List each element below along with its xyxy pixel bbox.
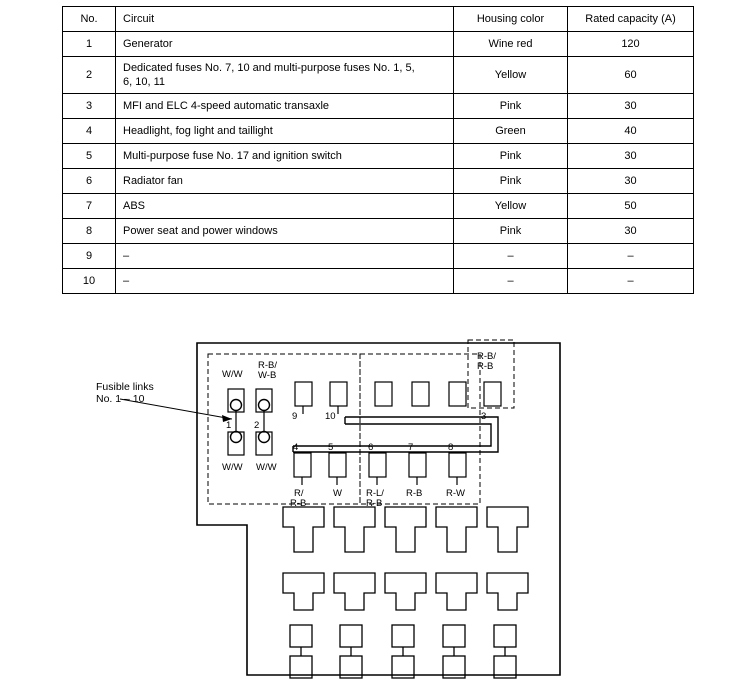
fusible-link-1-upper-loop <box>231 400 242 411</box>
fusible-link-number-9: 9 <box>292 411 298 422</box>
cell-no: 4 <box>63 119 116 144</box>
fusible-link-terminal-3 <box>484 382 501 406</box>
cell-circuit: Dedicated fuses No. 7, 10 and multi-purpose fuses No. 1, 5, 6, 10, 11 <box>116 57 454 94</box>
wire-label-bottom-left-1: W/W <box>222 462 243 473</box>
cell-housing: Pink <box>454 219 568 244</box>
cell-capacity: 50 <box>568 194 694 219</box>
table-row <box>63 194 694 219</box>
relay-6 <box>283 573 324 610</box>
fusible-link-terminal-7 <box>409 453 426 477</box>
column-header-no: No. <box>63 7 116 32</box>
relay-8 <box>385 573 426 610</box>
relay-2 <box>334 507 375 552</box>
cell-housing: Pink <box>454 94 568 119</box>
cell-circuit: ABS <box>116 194 454 219</box>
wire-label-6a: R-L/ <box>366 488 384 499</box>
mini-fuse-row <box>290 625 516 678</box>
fusible-link-number-4: 4 <box>293 442 299 453</box>
cell-no: 8 <box>63 219 116 244</box>
cell-housing: – <box>454 244 568 269</box>
cell-capacity: 60 <box>568 57 694 94</box>
wire-label-4b: R-B <box>290 498 307 509</box>
fusible-link-number-1: 1 <box>226 420 232 431</box>
wire-label-top-left-2b: W-B <box>258 370 277 381</box>
fusible-link-number-2: 2 <box>254 420 260 431</box>
fusible-link-terminal-8 <box>449 453 466 477</box>
wire-label-7: R-B <box>406 488 423 499</box>
cell-housing: – <box>454 269 568 294</box>
cell-circuit: Power seat and power windows <box>116 219 454 244</box>
fusible-link-table-container <box>62 6 682 294</box>
fusible-link-number-6: 6 <box>368 442 374 453</box>
cell-circuit: – <box>116 244 454 269</box>
relay-row-upper <box>283 507 528 552</box>
relay-7 <box>334 573 375 610</box>
mini-fuse-4 <box>443 625 465 647</box>
fusible-link-box-diagram <box>0 320 755 695</box>
wire-label-6b: R-B <box>366 498 383 509</box>
cell-housing: Wine red <box>454 32 568 57</box>
cell-circuit: Headlight, fog light and taillight <box>116 119 454 144</box>
wire-label-top-left-1: W/W <box>222 369 243 380</box>
column-header-circuit: Circuit <box>116 7 454 32</box>
column-header-housing: Housing color <box>454 7 568 32</box>
cell-circuit: Multi-purpose fuse No. 17 and ignition switch <box>116 144 454 169</box>
table-row <box>63 219 694 244</box>
fusible-link-2-upper-loop <box>259 400 270 411</box>
cell-no: 5 <box>63 144 116 169</box>
relay-row-lower <box>283 573 528 610</box>
fusible-link-2-lower-loop <box>259 432 270 443</box>
cell-no: 10 <box>63 269 116 294</box>
cell-capacity: 30 <box>568 169 694 194</box>
fusible-link-terminal-9 <box>295 382 312 406</box>
cell-housing: Green <box>454 119 568 144</box>
mini-fuse-2 <box>340 625 362 647</box>
fusible-link-terminal-6 <box>369 453 386 477</box>
fusible-link-number-5: 5 <box>328 442 334 453</box>
cell-no: 3 <box>63 94 116 119</box>
cell-capacity: 30 <box>568 144 694 169</box>
cell-housing: Yellow <box>454 194 568 219</box>
fusible-link-terminal-1-top <box>228 389 244 412</box>
bus-bar-inner <box>293 424 491 446</box>
wire-label-bottom-left-2: W/W <box>256 462 277 473</box>
relay-3 <box>385 507 426 552</box>
fusible-link-terminal-4 <box>294 453 311 477</box>
cell-circuit: MFI and ELC 4-speed automatic transaxle <box>116 94 454 119</box>
fusible-link-terminal-2-top <box>256 389 272 412</box>
relay-9 <box>436 573 477 610</box>
fusible-link-terminal-10 <box>330 382 347 406</box>
fusible-link-number-3: 3 <box>481 411 487 422</box>
relay-5 <box>487 507 528 552</box>
terminal-top-b <box>412 382 429 406</box>
table-row <box>63 169 694 194</box>
cell-no: 6 <box>63 169 116 194</box>
table-row <box>63 244 694 269</box>
relay-4 <box>436 507 477 552</box>
fusible-link-dashed-region-right <box>360 354 480 504</box>
cell-housing: Pink <box>454 144 568 169</box>
fusible-link-number-8: 8 <box>448 442 454 453</box>
table-row <box>63 57 694 94</box>
fusible-link-table <box>62 6 694 294</box>
fusible-link-number-10: 10 <box>325 411 336 422</box>
table-row <box>63 119 694 144</box>
wire-label-8: R-W <box>446 488 465 499</box>
wire-label-5: W <box>333 488 342 499</box>
fusible-link-number-7: 7 <box>408 442 414 453</box>
cell-housing: Pink <box>454 169 568 194</box>
terminal-top-c <box>449 382 466 406</box>
cell-capacity: 120 <box>568 32 694 57</box>
wire-label-top-left-2a: R-B/ <box>258 360 277 371</box>
table-row <box>63 32 694 57</box>
cell-circuit: Generator <box>116 32 454 57</box>
table-header-row <box>63 7 694 32</box>
mini-fuse-3 <box>392 625 414 647</box>
relay-10 <box>487 573 528 610</box>
bus-bar-outer <box>293 417 498 452</box>
table-row <box>63 94 694 119</box>
diagram-svg <box>0 320 755 695</box>
relay-1 <box>283 507 324 552</box>
cell-no: 2 <box>63 57 116 94</box>
cell-capacity: 30 <box>568 94 694 119</box>
mini-fuse-1 <box>290 625 312 647</box>
cell-capacity: 30 <box>568 219 694 244</box>
table-row <box>63 144 694 169</box>
fusible-link-1-lower-loop <box>231 432 242 443</box>
mini-fuse-5 <box>494 625 516 647</box>
fusible-link-terminal-5 <box>329 453 346 477</box>
callout-label-line2: No. 1 – 10 <box>96 393 145 405</box>
wire-label-3b: R-B <box>477 361 494 372</box>
cell-no: 1 <box>63 32 116 57</box>
cell-no: 9 <box>63 244 116 269</box>
cell-capacity: 40 <box>568 119 694 144</box>
cell-no: 7 <box>63 194 116 219</box>
wire-label-4a: R/ <box>294 488 304 499</box>
cell-capacity: – <box>568 244 694 269</box>
wire-label-3a: R-B/ <box>477 351 496 362</box>
cell-circuit: Radiator fan <box>116 169 454 194</box>
column-header-capacity: Rated capacity (A) <box>568 7 694 32</box>
terminal-top-a <box>375 382 392 406</box>
callout-label-line1: Fusible links <box>96 381 154 393</box>
cell-circuit: – <box>116 269 454 294</box>
cell-housing: Yellow <box>454 57 568 94</box>
table-row <box>63 269 694 294</box>
cell-capacity: – <box>568 269 694 294</box>
